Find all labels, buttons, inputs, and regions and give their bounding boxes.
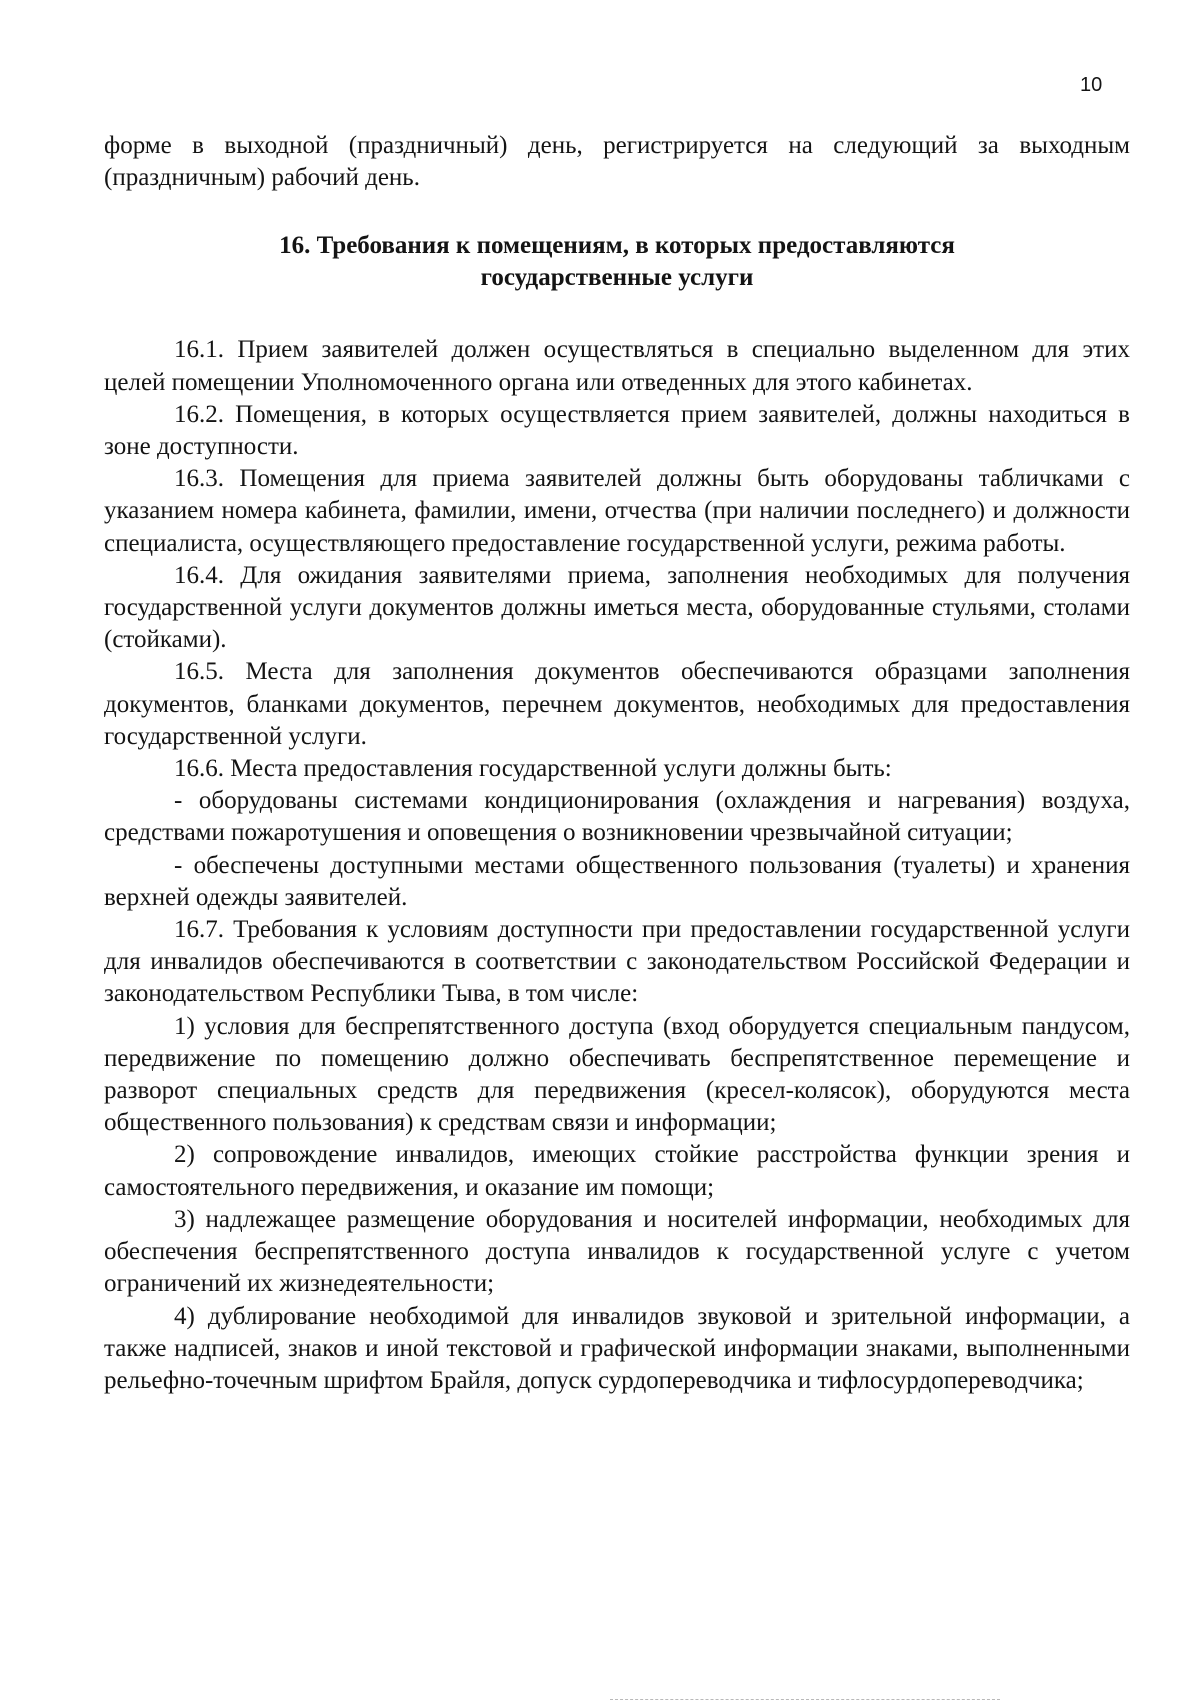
paragraph-16-6-item-1: - оборудованы системами кондиционирования (охлаждения и нагревания) воздуха, средствами пожаротушения и оповещения о возникновении чрезвычайной ситуации;: [104, 787, 1130, 847]
intro-paragraph: форме в выходной (праздничный) день, регистрируется на следующий за выходным (праздничным) рабочий день.: [104, 132, 1130, 192]
page-number: 10: [1080, 74, 1103, 96]
paragraph-16-7: 16.7. Требования к условиям доступности при предоставлении государственной услуги для инвалидов обеспечиваются в соответствии с законодательством Российской Федерации и законодательством Республики Тыва, в том числе:: [104, 916, 1130, 1008]
paragraph-16-1: 16.1. Прием заявителей должен осуществляться в специально выделенном для этих целей помещении Уполномоченного органа или отведенных для этого кабинетах.: [104, 336, 1130, 396]
paragraph-16-2: 16.2. Помещения, в которых осуществляется прием заявителей, должны находиться в зоне доступности.: [104, 400, 1130, 461]
section-heading: 16. Требования к помещениям, в которых предоставляются государственные услуги: [279, 232, 955, 292]
paragraph-16-7-item-2: 2) сопровождение инвалидов, имеющих стойкие расстройства функции зрения и самостоятельного передвижения, и оказание им помощи;: [104, 1141, 1130, 1201]
paragraph-16-6: 16.6. Места предоставления государственной услуги должны быть:: [174, 755, 892, 783]
scan-bottom-rule: [610, 1699, 1000, 1700]
document-body: [104, 130, 1130, 1397]
paragraph-16-7-item-1: 1) условия для беспрепятственного доступа (вход оборудуется специальным пандусом, передвижение по помещению должно обеспечивать беспрепятственное перемещение и разворот специальных средств для передвижения (кресел-колясок), оборудуются места общественного пользования) к средствам связи и информации;: [104, 1012, 1130, 1137]
paragraph-16-6-item-2: - обеспечены доступными местами общественного пользования (туалеты) и хранения верхней одежды заявителей.: [104, 851, 1130, 911]
paragraph-16-7-item-3: 3) надлежащее размещение оборудования и носителей информации, необходимых для обеспечения беспрепятственного доступа инвалидов к государственной услуге с учетом ограничений их жизнедеятельности;: [104, 1205, 1130, 1298]
paragraph-16-5: 16.5. Места для заполнения документов обеспечиваются образцами заполнения документов, бланками документов, перечнем документов, необходимых для предоставления государственной услуги.: [104, 658, 1130, 750]
paragraph-16-7-item-4: 4) дублирование необходимой для инвалидов звуковой и зрительной информации, а также надписей, знаков и иной текстовой и графической информации знаками, выполненными рельефно-точечным шрифтом Брайля, допуск сурдопереводчика и тифлосурдопереводчика;: [104, 1302, 1130, 1394]
paragraph-16-3: 16.3. Помещения для приема заявителей должны быть оборудованы табличками с указанием номера кабинета, фамилии, имени, отчества (при наличии последнего) и должности специалиста, осуществляющего предоставление государственной услуги, режима работы.: [104, 465, 1130, 557]
paragraph-16-4: 16.4. Для ожидания заявителями приема, заполнения необходимых для получения государственной услуги документов должны иметься места, оборудованные стульями, столами (стойками).: [104, 561, 1130, 654]
